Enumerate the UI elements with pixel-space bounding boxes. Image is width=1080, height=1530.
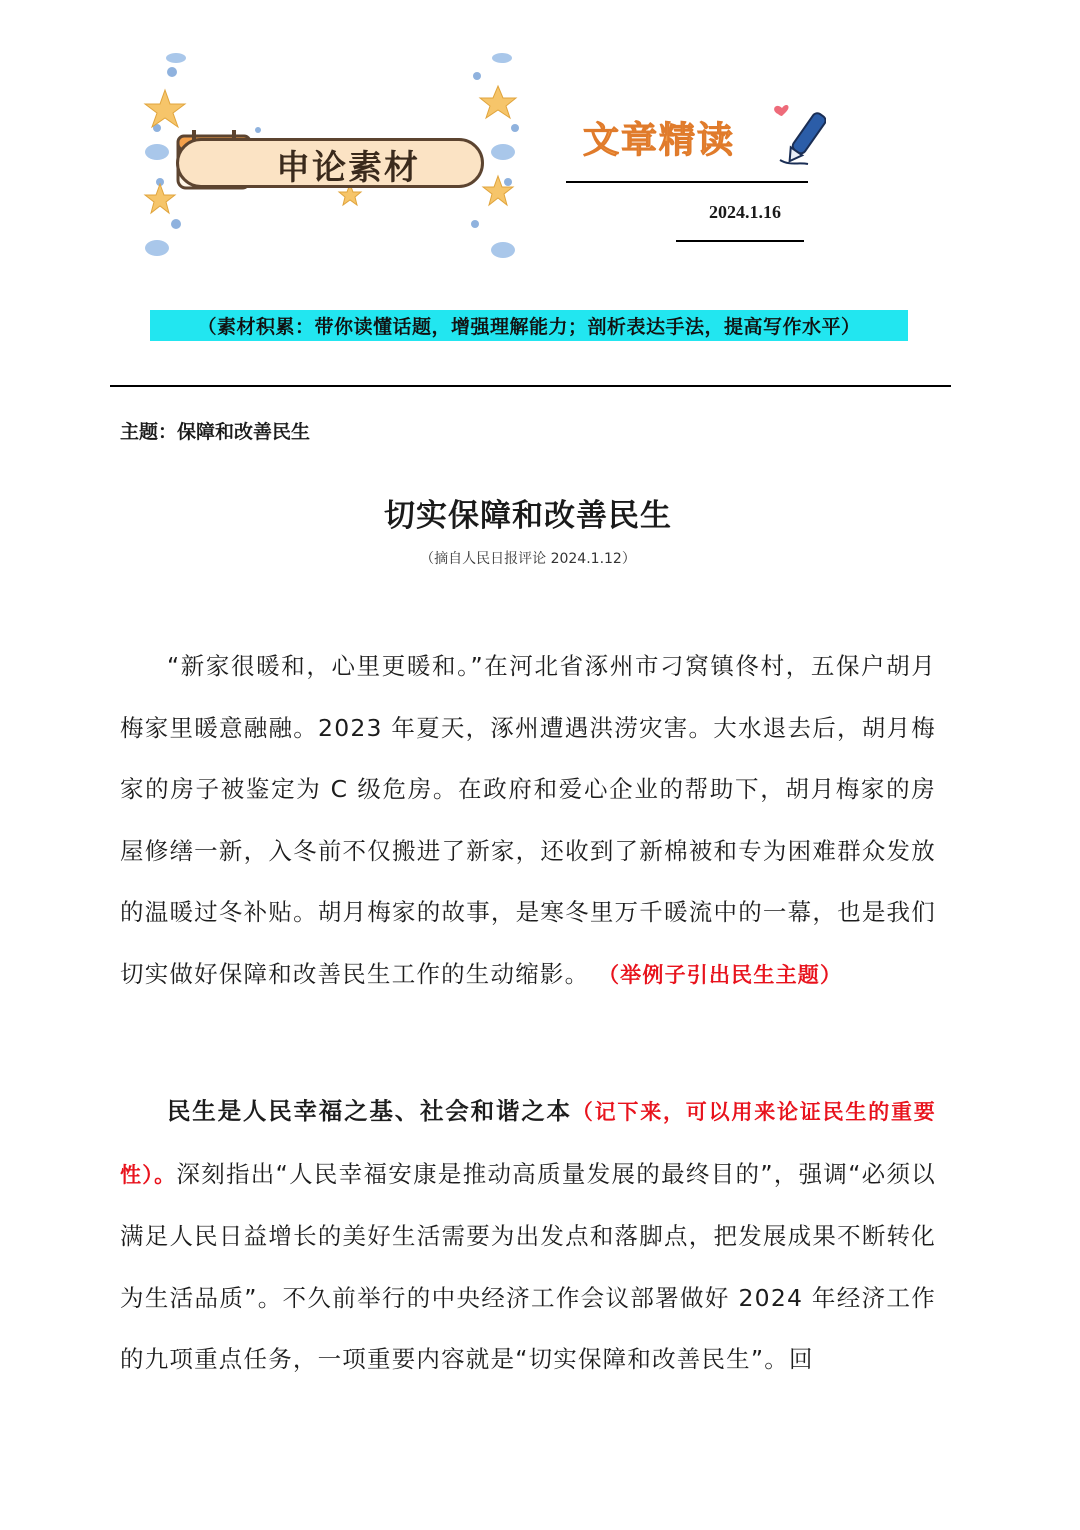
pen-icon — [770, 102, 826, 172]
paragraph-2-text: 深刻指出“人民幸福安康是推动高质量发展的最终目的”，强调“必须以满足人民日益增长的美好生活需要为出发点和落脚点，把发展成果不断转化为生活品质”。不久前举行的中央经济工作会议部署做好 2024 年经济工作的九项重点任务，一项重要内容就是“切实保障和改善民生”。回 — [120, 1159, 936, 1373]
date-underline — [676, 240, 804, 242]
badge-underline — [566, 181, 808, 183]
paragraph-2-lead: 民生是人民幸福之基、社会和谐之本 — [167, 1097, 572, 1125]
banner-text: 申论素材 — [276, 148, 420, 188]
paragraph-1-text: “新家很暖和，心里更暖和。”在河北省涿州市刁窝镇佟村，五保户胡月梅家里暖意融融。2023 年夏天，涿州遭遇洪涝灾害。大水退去后，胡月梅家的房子被鉴定为 C 级危房。在政府和爱心企业的帮助下，胡月梅家的房屋修缮一新，入冬前不仅搬进了新家，还收到了新棉被和专为困难群众发放的温暖过冬补贴。胡月梅家的故事，是寒冬里万千暖流中的一幕，也是我们切实做好保障和改善民生工作的生动缩影。 — [120, 652, 936, 988]
paragraph-1-note: （举例子引出民生主题） — [597, 962, 843, 987]
topic-label: 主题：保障和改善民生 — [120, 421, 311, 443]
article-title: 切实保障和改善民生 — [384, 498, 672, 534]
article-source: （摘自人民日报评论 2024.1.12） — [420, 551, 636, 567]
paragraph-2 — [120, 1081, 936, 1391]
article-badge: 文章精读 — [583, 120, 736, 161]
section-divider — [110, 385, 951, 387]
issue-date: 2024.1.16 — [709, 202, 781, 222]
intro-text: （素材积累：带你读懂话题，增强理解能力；剖析表达手法，提高写作水平） — [197, 316, 861, 338]
paragraph-2-note: （记下来，可以用来论证民生的重要性）。 — [120, 1100, 936, 1187]
paragraph-1 — [120, 636, 936, 1006]
